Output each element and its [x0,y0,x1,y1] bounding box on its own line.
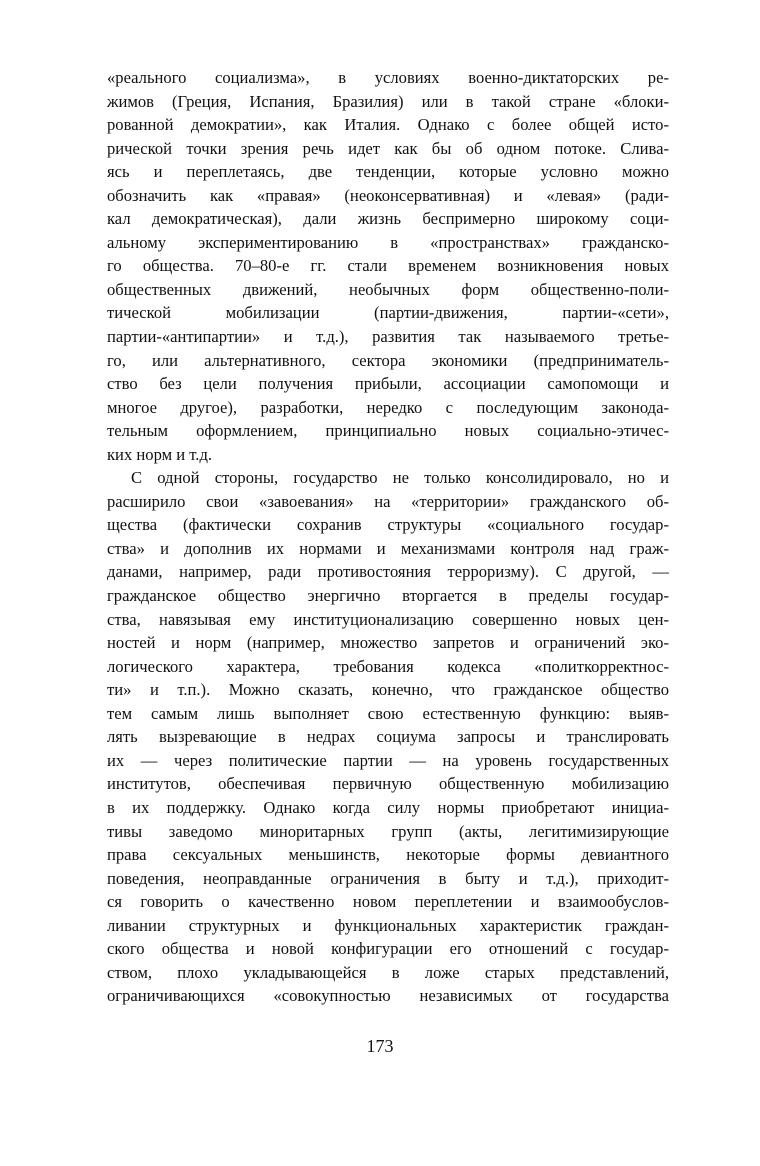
text-line: многое другое), разработки, нередко с последующим законода- [107,397,669,417]
text-line: ства» и дополнив их нормами и механизмами контроля над граж- [107,538,669,558]
body-text [107,66,669,1008]
text-line: альному экспериментированию в «пространствах» гражданско- [107,232,669,252]
text-line: логического характера, требования кодекса «политкорректнос- [107,656,669,676]
text-line: партии-«антипартии» и т.д.), развития так называемого третье- [107,327,669,347]
text-line: данами, например, ради противостояния терроризму). С другой, — [107,562,669,582]
text-line: обозначить как «правая» (неоконсервативная) и «левая» (ради- [107,185,669,205]
text-line: ностей и норм (например, множество запретов и ограничений эко- [107,633,669,653]
text-line: ограничивающихся «совокупностью независимых от государства [107,986,669,1006]
text-line: ясь и переплетаясь, две тенденции, которые условно можно [107,162,669,182]
text-line: ство без цели получения прибыли, ассоциации самопомощи и [107,374,669,394]
text-line: «реального социализма», в условиях военно-диктаторских ре- [107,68,669,87]
text-line: ства, навязывая ему институционализацию совершенно новых цен- [107,609,669,629]
text-line: тельным оформлением, принципиально новых социально-этичес- [107,421,669,441]
text-line: рической точки зрения речь идет как бы об одном потоке. Слива- [107,138,669,158]
text-line: лять вызревающие в недрах социума запросы и транслировать [107,727,669,747]
paragraph-1 [107,66,669,466]
text-line: их — через политические партии — на уровень государственных [107,750,669,770]
text-line: расширило свои «завоевания» на «территории» гражданского об- [107,491,669,511]
text-line: тем самым лишь выполняет свою естественную функцию: выяв- [107,703,669,723]
page-number: 173 [366,1036,394,1056]
text-line: гражданское общество энергично вторгается в пределы государ- [107,586,669,606]
text-line: ством, плохо укладывающейся в ложе старых представлений, [107,962,669,982]
text-line: в их поддержку. Однако когда силу нормы приобретают инициа- [107,797,669,817]
text-line: ского общества и новой конфигурации его отношений с государ- [107,939,669,959]
paragraph-2 [107,466,669,1008]
text-line: С одной стороны, государство не только консолидировало, но и [131,468,669,488]
text-line: кал демократическая), дали жизнь беспримерно широкому соци- [107,209,669,229]
text-line: го общества. 70–80-е гг. стали временем возникновения новых [107,256,669,276]
text-line: тивы заведомо миноритарных групп (акты, легитимизирующие [107,821,669,841]
text-line: ливании структурных и функциональных характеристик граждан- [107,915,669,935]
text-line: тической мобилизации (партии-движения, партии-«сети», [107,303,669,323]
text-line: ких норм и т.д. [107,444,213,464]
text-line: институтов, обеспечивая первичную общественную мобилизацию [107,774,669,794]
text-line: рованной демократии», как Италия. Однако с более общей исто- [107,115,669,135]
text-line: го, или альтернативного, сектора экономики (предприниматель- [107,350,669,370]
text-line: общественных движений, необычных форм общественно-поли- [107,279,669,299]
text-line: ти» и т.п.). Можно сказать, конечно, что гражданское общество [107,680,669,700]
text-line: права сексуальных меньшинств, некоторые формы девиантного [107,845,669,865]
text-line: ся говорить о качественно новом переплетении и взаимообуслов- [107,892,669,912]
text-line: щества (фактически сохранив структуры «социального государ- [107,515,669,535]
text-line: жимов (Греция, Испания, Бразилия) или в такой стране «блоки- [107,91,669,111]
text-line: поведения, неоправданные ограничения в быту и т.д.), приходит- [107,868,669,888]
